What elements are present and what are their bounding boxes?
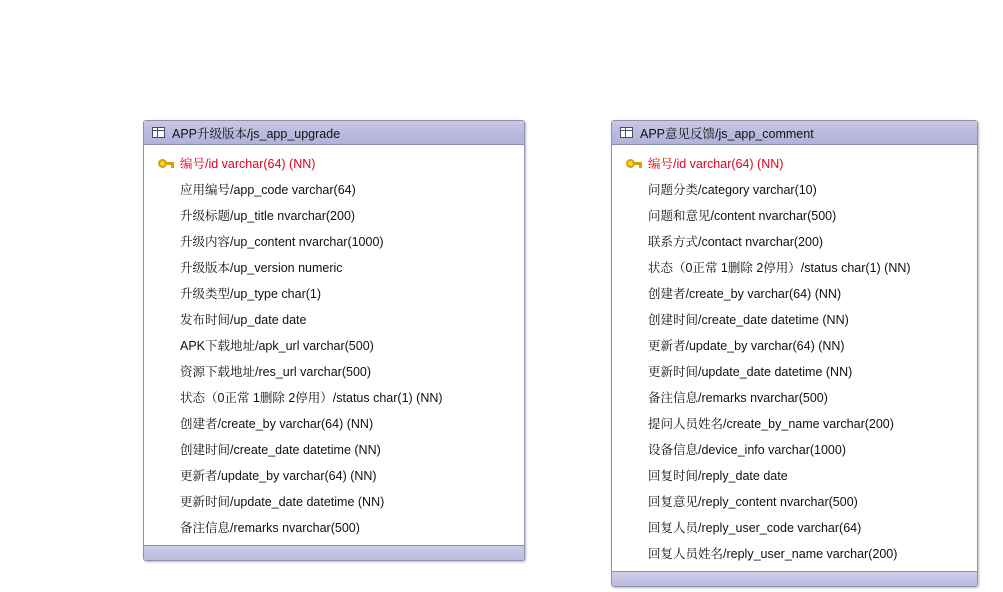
attribute-label: APK下载地址/apk_url varchar(500) bbox=[180, 339, 374, 353]
primary-key-row[interactable] bbox=[144, 151, 524, 177]
attribute-icon-slot bbox=[152, 203, 180, 229]
attribute-row[interactable] bbox=[612, 411, 977, 437]
attribute-row[interactable] bbox=[612, 515, 977, 541]
attribute-icon-slot bbox=[620, 463, 648, 489]
attribute-row[interactable] bbox=[612, 463, 977, 489]
attribute-row[interactable] bbox=[144, 515, 524, 541]
attribute-row[interactable] bbox=[612, 203, 977, 229]
attribute-label: 联系方式/contact nvarchar(200) bbox=[648, 235, 824, 249]
attribute-icon-slot bbox=[152, 333, 180, 359]
attribute-label: 问题分类/category varchar(10) bbox=[648, 183, 817, 197]
attribute-icon-slot bbox=[152, 255, 180, 281]
key-icon bbox=[626, 158, 642, 170]
attribute-icon-slot bbox=[152, 281, 180, 307]
entity-footer bbox=[612, 571, 977, 586]
attribute-row[interactable] bbox=[612, 255, 977, 281]
attribute-label: 发布时间/up_date date bbox=[180, 313, 307, 327]
attribute-label: 回复时间/reply_date date bbox=[648, 469, 788, 483]
attribute-label: 创建者/create_by varchar(64) (NN) bbox=[180, 417, 374, 431]
attribute-icon-slot bbox=[620, 411, 648, 437]
attribute-row[interactable] bbox=[144, 307, 524, 333]
attribute-label: 回复意见/reply_content nvarchar(500) bbox=[648, 495, 858, 509]
attribute-row[interactable] bbox=[144, 177, 524, 203]
attribute-label: 资源下载地址/res_url varchar(500) bbox=[180, 365, 372, 379]
attribute-icon-slot bbox=[152, 307, 180, 333]
attribute-label: 更新时间/update_date datetime (NN) bbox=[648, 365, 853, 379]
attribute-row[interactable] bbox=[612, 177, 977, 203]
attribute-row[interactable] bbox=[144, 281, 524, 307]
attribute-icon-slot bbox=[152, 411, 180, 437]
attribute-label: 创建者/create_by varchar(64) (NN) bbox=[648, 287, 842, 301]
entity-header[interactable] bbox=[144, 121, 524, 145]
attribute-label: 升级类型/up_type char(1) bbox=[180, 287, 322, 301]
attribute-icon-slot bbox=[152, 359, 180, 385]
attribute-row[interactable] bbox=[612, 333, 977, 359]
attribute-row[interactable] bbox=[144, 411, 524, 437]
attribute-label: 提问人员姓名/create_by_name varchar(200) bbox=[648, 417, 894, 431]
attribute-row[interactable] bbox=[612, 229, 977, 255]
attribute-row[interactable] bbox=[612, 385, 977, 411]
attribute-row[interactable] bbox=[144, 463, 524, 489]
attribute-row[interactable] bbox=[612, 281, 977, 307]
attribute-row[interactable] bbox=[612, 489, 977, 515]
primary-key-icon bbox=[620, 151, 648, 177]
attribute-row[interactable] bbox=[144, 229, 524, 255]
attribute-label: 备注信息/remarks nvarchar(500) bbox=[648, 391, 828, 405]
attribute-label: 更新者/update_by varchar(64) (NN) bbox=[648, 339, 845, 353]
attribute-row[interactable] bbox=[144, 489, 524, 515]
attribute-icon-slot bbox=[152, 489, 180, 515]
attribute-icon-slot bbox=[620, 307, 648, 333]
attribute-label: 更新者/update_by varchar(64) (NN) bbox=[180, 469, 377, 483]
table-icon bbox=[152, 127, 165, 138]
attribute-label: 设备信息/device_info varchar(1000) bbox=[648, 443, 846, 457]
attribute-icon-slot bbox=[620, 437, 648, 463]
attribute-row[interactable] bbox=[144, 385, 524, 411]
attribute-label: 编号/id varchar(64) (NN) bbox=[180, 157, 316, 171]
attribute-icon-slot bbox=[620, 333, 648, 359]
table-icon bbox=[620, 127, 633, 138]
attribute-label: 问题和意见/content nvarchar(500) bbox=[648, 209, 837, 223]
entity-table[interactable] bbox=[611, 120, 978, 587]
attribute-row[interactable] bbox=[612, 359, 977, 385]
entity-table[interactable] bbox=[143, 120, 525, 561]
entity-title: APP升级版本/js_app_upgrade bbox=[172, 126, 341, 141]
attribute-label: 备注信息/remarks nvarchar(500) bbox=[180, 521, 360, 535]
entity-title: APP意见反馈/js_app_comment bbox=[640, 126, 814, 141]
attribute-row[interactable] bbox=[144, 255, 524, 281]
attribute-row[interactable] bbox=[144, 203, 524, 229]
attribute-icon-slot bbox=[620, 385, 648, 411]
attribute-icon-slot bbox=[152, 229, 180, 255]
entity-footer bbox=[144, 545, 524, 560]
attribute-label: 编号/id varchar(64) (NN) bbox=[648, 157, 784, 171]
attribute-icon-slot bbox=[152, 515, 180, 541]
entity-header[interactable] bbox=[612, 121, 977, 145]
attribute-label: 状态（0正常 1删除 2停用）/status char(1) (NN) bbox=[648, 261, 911, 275]
attribute-row[interactable] bbox=[612, 307, 977, 333]
attribute-icon-slot bbox=[620, 177, 648, 203]
attribute-icon-slot bbox=[620, 515, 648, 541]
attribute-row[interactable] bbox=[612, 437, 977, 463]
attribute-label: 创建时间/create_date datetime (NN) bbox=[180, 443, 381, 457]
attribute-icon-slot bbox=[620, 255, 648, 281]
key-icon bbox=[158, 158, 174, 170]
attribute-icon-slot bbox=[620, 203, 648, 229]
attribute-row[interactable] bbox=[612, 541, 977, 567]
attribute-icon-slot bbox=[620, 229, 648, 255]
primary-key-row[interactable] bbox=[612, 151, 977, 177]
attribute-row[interactable] bbox=[144, 437, 524, 463]
attribute-icon-slot bbox=[152, 385, 180, 411]
entity-attribute-list bbox=[612, 145, 977, 571]
attribute-icon-slot bbox=[152, 463, 180, 489]
attribute-label: 回复人员姓名/reply_user_name varchar(200) bbox=[648, 547, 898, 561]
attribute-label: 应用编号/app_code varchar(64) bbox=[180, 183, 356, 197]
attribute-icon-slot bbox=[152, 437, 180, 463]
attribute-icon-slot bbox=[620, 541, 648, 567]
attribute-icon-slot bbox=[152, 177, 180, 203]
attribute-row[interactable] bbox=[144, 333, 524, 359]
attribute-icon-slot bbox=[620, 489, 648, 515]
attribute-icon-slot bbox=[620, 281, 648, 307]
attribute-label: 升级标题/up_title nvarchar(200) bbox=[180, 209, 356, 223]
entity-attribute-list bbox=[144, 145, 524, 545]
attribute-label: 升级内容/up_content nvarchar(1000) bbox=[180, 235, 384, 249]
attribute-label: 回复人员/reply_user_code varchar(64) bbox=[648, 521, 862, 535]
attribute-label: 状态（0正常 1删除 2停用）/status char(1) (NN) bbox=[180, 391, 443, 405]
attribute-label: 创建时间/create_date datetime (NN) bbox=[648, 313, 849, 327]
primary-key-icon bbox=[152, 151, 180, 177]
attribute-label: 更新时间/update_date datetime (NN) bbox=[180, 495, 385, 509]
attribute-label: 升级版本/up_version numeric bbox=[180, 261, 343, 275]
attribute-icon-slot bbox=[620, 359, 648, 385]
attribute-row[interactable] bbox=[144, 359, 524, 385]
